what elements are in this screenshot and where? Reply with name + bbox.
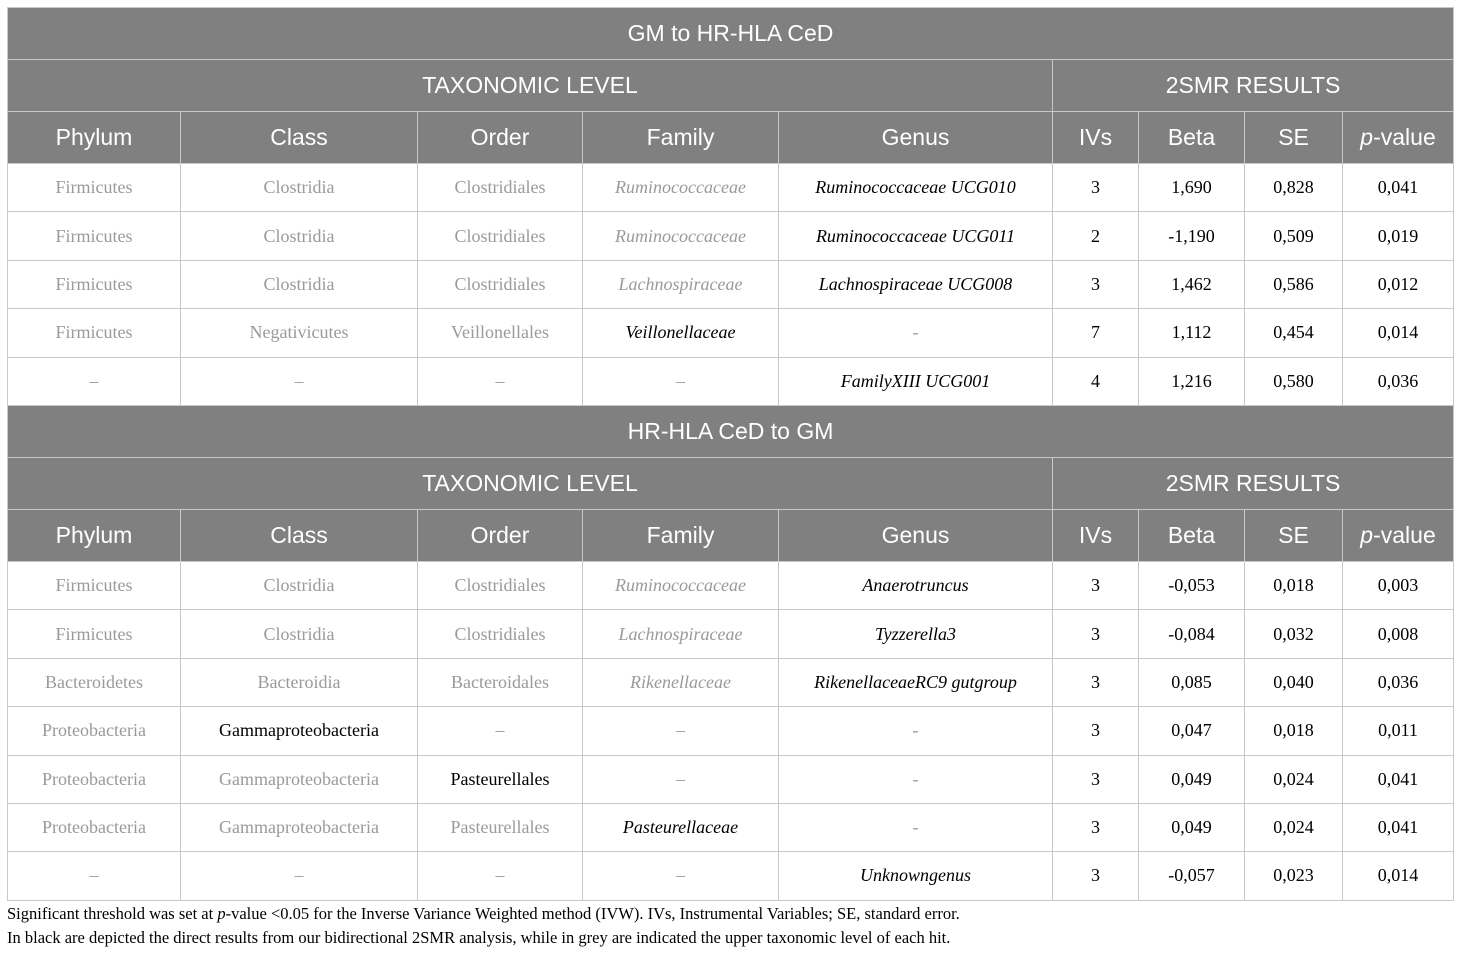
table-row <box>8 164 1454 212</box>
table-cell: 0,049 <box>1139 755 1245 803</box>
column-header: Genus <box>779 509 1053 561</box>
table-cell: Firmicutes <box>8 164 181 212</box>
table-cell: Gammaproteobacteria <box>181 707 418 755</box>
table-cell: Ruminococcaceae <box>583 212 779 260</box>
table-cell: Clostridiales <box>418 164 583 212</box>
table-cell: 0,014 <box>1343 309 1454 357</box>
table-cell: Lachnospiraceae <box>583 260 779 308</box>
column-header: Order <box>418 112 583 164</box>
table-cell: Ruminococcaceae UCG010 <box>779 164 1053 212</box>
table-cell: Gammaproteobacteria <box>181 755 418 803</box>
table-footnotes <box>7 902 1453 950</box>
table-cell: – <box>583 357 779 405</box>
table-row <box>8 658 1454 706</box>
column-header: SE <box>1245 509 1343 561</box>
table-cell: -0,084 <box>1139 610 1245 658</box>
table-cell: -0,053 <box>1139 561 1245 609</box>
mr-results-header: 2SMR RESULTS <box>1053 60 1454 112</box>
table-cell: Firmicutes <box>8 212 181 260</box>
table-cell: Clostridia <box>181 164 418 212</box>
table-cell: Clostridiales <box>418 561 583 609</box>
table-cell: RikenellaceaeRC9 gutgroup <box>779 658 1053 706</box>
table-cell: Proteobacteria <box>8 803 181 851</box>
table-cell: Ruminococcaceae <box>583 164 779 212</box>
table-cell: 1,216 <box>1139 357 1245 405</box>
table-cell: Pasteurellales <box>418 755 583 803</box>
table-row <box>8 852 1454 900</box>
taxonomic-level-header: TAXONOMIC LEVEL <box>8 60 1053 112</box>
table-cell: 0,008 <box>1343 610 1454 658</box>
table-cell: – <box>181 852 418 900</box>
table-cell: Firmicutes <box>8 260 181 308</box>
table-cell: 4 <box>1053 357 1139 405</box>
table-cell: Gammaproteobacteria <box>181 803 418 851</box>
table-cell: Bacteroidales <box>418 658 583 706</box>
table-cell: 0,012 <box>1343 260 1454 308</box>
table-row <box>8 610 1454 658</box>
table-cell: 3 <box>1053 260 1139 308</box>
table-cell: 0,023 <box>1245 852 1343 900</box>
table-cell: Bacteroidia <box>181 658 418 706</box>
table-cell: 0,011 <box>1343 707 1454 755</box>
column-header: Family <box>583 509 779 561</box>
table-cell: - <box>779 803 1053 851</box>
column-header: Family <box>583 112 779 164</box>
table-cell: Firmicutes <box>8 309 181 357</box>
table-row <box>8 803 1454 851</box>
table-cell: Pasteurellales <box>418 803 583 851</box>
table-cell: 0,085 <box>1139 658 1245 706</box>
column-header: IVs <box>1053 509 1139 561</box>
table-cell: Ruminococcaceae UCG011 <box>779 212 1053 260</box>
table-cell: 0,036 <box>1343 658 1454 706</box>
table-cell: 0,003 <box>1343 561 1454 609</box>
table-cell: -0,057 <box>1139 852 1245 900</box>
column-header: p-value <box>1343 112 1454 164</box>
column-header-row <box>8 112 1454 164</box>
table-cell: - <box>779 309 1053 357</box>
table-cell: 0,040 <box>1245 658 1343 706</box>
column-header: Class <box>181 112 418 164</box>
table-cell: 0,018 <box>1245 561 1343 609</box>
table-cell: FamilyXIII UCG001 <box>779 357 1053 405</box>
table-cell: Firmicutes <box>8 610 181 658</box>
table-cell: 0,036 <box>1343 357 1454 405</box>
table-cell: 0,586 <box>1245 260 1343 308</box>
section-title: HR-HLA CeD to GM <box>8 405 1454 457</box>
table-cell: 0,828 <box>1245 164 1343 212</box>
group-header-row <box>8 60 1454 112</box>
column-header: Beta <box>1139 509 1245 561</box>
column-header: Phylum <box>8 112 181 164</box>
table-cell: Proteobacteria <box>8 755 181 803</box>
table-cell: 7 <box>1053 309 1139 357</box>
table-cell: Veillonellales <box>418 309 583 357</box>
section-title-row <box>8 8 1454 60</box>
table-row <box>8 309 1454 357</box>
column-header: Beta <box>1139 112 1245 164</box>
table-cell: 3 <box>1053 164 1139 212</box>
section-title-row <box>8 405 1454 457</box>
table-cell: – <box>583 852 779 900</box>
table-cell: 0,509 <box>1245 212 1343 260</box>
table-cell: Clostridiales <box>418 212 583 260</box>
column-header: IVs <box>1053 112 1139 164</box>
table-cell: Clostridia <box>181 561 418 609</box>
table-cell: 0,019 <box>1343 212 1454 260</box>
column-header: p-value <box>1343 509 1454 561</box>
table-cell: 0,041 <box>1343 803 1454 851</box>
table-cell: Lachnospiraceae UCG008 <box>779 260 1053 308</box>
table-cell: Unknowngenus <box>779 852 1053 900</box>
group-header-row <box>8 457 1454 509</box>
table-cell: 0,049 <box>1139 803 1245 851</box>
table-cell: 0,032 <box>1245 610 1343 658</box>
table-cell: 0,041 <box>1343 164 1454 212</box>
table-row <box>8 357 1454 405</box>
table-cell: Negativicutes <box>181 309 418 357</box>
mr-results-header: 2SMR RESULTS <box>1053 457 1454 509</box>
column-header: Genus <box>779 112 1053 164</box>
column-header: Order <box>418 509 583 561</box>
table-row <box>8 212 1454 260</box>
table-row <box>8 755 1454 803</box>
table-cell: Clostridiales <box>418 260 583 308</box>
table-cell: Veillonellaceae <box>583 309 779 357</box>
table-cell: – <box>418 852 583 900</box>
table-cell: Anaerotruncus <box>779 561 1053 609</box>
table-cell: Tyzzerella3 <box>779 610 1053 658</box>
table-row <box>8 707 1454 755</box>
column-header: Class <box>181 509 418 561</box>
section-title: GM to HR-HLA CeD <box>8 8 1454 60</box>
table-cell: 0,041 <box>1343 755 1454 803</box>
table-cell: – <box>418 357 583 405</box>
table-cell: – <box>8 357 181 405</box>
table-cell: Rikenellaceae <box>583 658 779 706</box>
table-cell: – <box>583 755 779 803</box>
footnote-threshold: Significant threshold was set at p-value <0.05 for the Inverse Variance Weighted method (IVW). IVs, Instrumental Variables; SE, standard error. <box>7 904 960 923</box>
table-cell: Bacteroidetes <box>8 658 181 706</box>
table-cell: - <box>779 755 1053 803</box>
table-cell: 3 <box>1053 803 1139 851</box>
table-cell: Proteobacteria <box>8 707 181 755</box>
table-cell: -1,190 <box>1139 212 1245 260</box>
table-cell: Clostridia <box>181 212 418 260</box>
footnote-color-legend: In black are depicted the direct results from our bidirectional 2SMR analysis, while in grey are indicated the upper taxonomic level of each hit. <box>7 928 951 947</box>
table-cell: Ruminococcaceae <box>583 561 779 609</box>
table-cell: 3 <box>1053 561 1139 609</box>
table-cell: Clostridia <box>181 260 418 308</box>
table-cell: – <box>583 707 779 755</box>
column-header: Phylum <box>8 509 181 561</box>
table-cell: – <box>418 707 583 755</box>
table-cell: 0,024 <box>1245 803 1343 851</box>
table-cell: 1,690 <box>1139 164 1245 212</box>
table-cell: Firmicutes <box>8 561 181 609</box>
table-cell: 3 <box>1053 707 1139 755</box>
table-cell: – <box>181 357 418 405</box>
table-cell: 0,024 <box>1245 755 1343 803</box>
table-cell: Clostridiales <box>418 610 583 658</box>
table-cell: Pasteurellaceae <box>583 803 779 851</box>
table-cell: 0,018 <box>1245 707 1343 755</box>
column-header-row <box>8 509 1454 561</box>
table-row <box>8 260 1454 308</box>
table-cell: 3 <box>1053 852 1139 900</box>
table-cell: 1,112 <box>1139 309 1245 357</box>
table-row <box>8 561 1454 609</box>
taxonomic-level-header: TAXONOMIC LEVEL <box>8 457 1053 509</box>
table-cell: 3 <box>1053 755 1139 803</box>
table-cell: 2 <box>1053 212 1139 260</box>
table-cell: 0,047 <box>1139 707 1245 755</box>
table-cell: 3 <box>1053 658 1139 706</box>
table-cell: 3 <box>1053 610 1139 658</box>
results-table <box>7 7 1454 901</box>
table-cell: Clostridia <box>181 610 418 658</box>
table-cell: 0,580 <box>1245 357 1343 405</box>
table-cell: 1,462 <box>1139 260 1245 308</box>
table-cell: Lachnospiraceae <box>583 610 779 658</box>
table-cell: - <box>779 707 1053 755</box>
table-cell: 0,454 <box>1245 309 1343 357</box>
table-cell: – <box>8 852 181 900</box>
column-header: SE <box>1245 112 1343 164</box>
table-cell: 0,014 <box>1343 852 1454 900</box>
